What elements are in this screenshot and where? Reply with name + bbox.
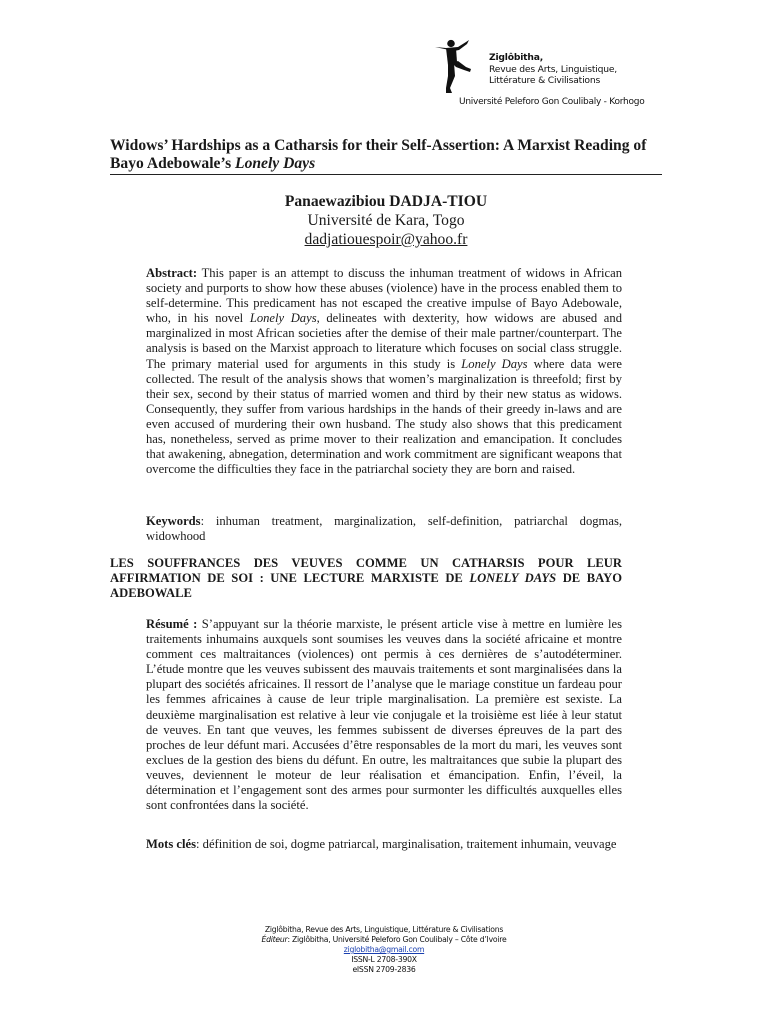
footer-eissn: eISSN 2709-2836 (352, 965, 416, 974)
abstract-italic-1: Lonely Days (249, 311, 317, 326)
footer-editor (0, 935, 768, 945)
keywords-french (146, 837, 622, 852)
journal-subtitle-line-1: Revue des Arts, Linguistique, (489, 63, 618, 75)
abstract-french (146, 617, 622, 813)
footer-email-link[interactable]: ziglobitha@gmail.com (343, 945, 425, 954)
french-title (110, 556, 622, 602)
abstract-text-3: where data were collected. The result of the analysis shows that women’s marginalization is threefold; first by their sex, second by their status of married women and third by their new status as widows. Consequently, they suffer from various hardships in the hands of their greedy in-laws and are even accused of murdering their own husband. The study also shows that this predicament has, nonetheless, served as prime mover to their realization and emancipation. It concludes that awakening, abnegation, determination and work commitment are significant weapons that overcome the difficulties they face in the patriarchal society they are born and raised. (146, 356, 622, 477)
page-footer (0, 925, 768, 975)
keywords-text: : inhuman treatment, marginalization, self-definition, patriarchal dogmas, widowhood (146, 514, 622, 544)
author-email-link[interactable]: dadjatiouespoir@yahoo.fr (304, 231, 468, 248)
journal-name-block (489, 52, 617, 87)
footer-editor-text: : Ziglôbitha, Université Peleforo Gon Coulibaly – Côte d’Ivoire (287, 935, 507, 944)
article-title (110, 137, 662, 174)
resume-text: S’appuyant sur la théorie marxiste, le présent article vise à mettre en lumière les traitements inhumains auxquels sont soumises les veuves dans la société africaine et montre comment ces maltraitances (violences) ont permis à ces dernières de s’autodéterminer. L’étude montre que les veuves subissent des mauvais traitements et sont marginalisées dans la plupart des sociétés africaines. Il ressort de l’analyse que le mariage constitue un fardeau pour les femmes africaines à cause de leur triple marginalisation. La première est sexiste. La deuxième marginalisation est relative à leur vie conjugale et la troisième est liée à leur statut de veuves. En tant que veuves, les femmes subissent de diverses épreuves de la part des proches de leur défunt mari. Accusées d’être responsables de la mort du mari, les veuves sont exclues de la gestion des biens du défunt. En outre, les maltraitances que subie la plupart des veuves, deviennent le moteur de leur réalisation et émancipation. Enfin, l’éveil, la détermination et l’engagement sont des armes pour surmonter les difficultés auxquelles elles sont confrontées dans la société. (146, 617, 623, 813)
journal-university: Université Peleforo Gon Coulibaly - Korhogo (459, 97, 645, 107)
abstract-english (146, 266, 622, 477)
keywords-english (146, 514, 622, 544)
footer-issn: ISSN-L 2708-390X (351, 955, 417, 964)
keywords-label: Keywords (146, 514, 201, 528)
article-title-text: Widows’ Hardships as a Catharsis for their Self-Assertion: A Marxist Reading of Bayo Adebowale’s (110, 137, 647, 173)
abstract-text-1: This paper is an attempt to discuss the inhuman treatment of widows in African society and purports to show how these abuses (violence) have in the process enabled them to self-determine. This predicament has not escaped the creative impulse of Bayo Adebowale, who, in his novel (146, 266, 622, 326)
title-divider (110, 174, 662, 175)
dancing-figure-logo-icon (432, 38, 482, 94)
author-name: Panaewazibiou DADJA-TIOU (284, 193, 488, 210)
french-title-italic: LONELY DAYS (469, 571, 557, 586)
french-title-text-1: LES SOUFFRANCES DES VEUVES COMME UN CATHARSIS POUR LEUR AFFIRMATION DE SOI : UNE LECTURE MARXISTE DE (110, 556, 622, 586)
french-title-text-2: DE BAYO ADEBOWALE (110, 571, 622, 601)
journal-name: Ziglôbitha, (489, 52, 543, 63)
abstract-text-2: , delineates with dexterity, how widows are abused and marginalized in most African societies after the demise of their male partner/counterpart. The analysis is based on the Marxist approach to literature which focuses on social class struggle. The primary material used for arguments in this study is (146, 311, 622, 371)
footer-journal: Ziglôbitha, Revue des Arts, Linguistique, Littérature & Civilisations (264, 925, 504, 934)
article-title-italic: Lonely Days (235, 155, 316, 173)
journal-header (432, 38, 762, 112)
author-affiliation: Université de Kara, Togo (307, 212, 465, 229)
journal-subtitle-line-2: Littérature & Civilisations (489, 75, 601, 86)
resume-label: Résumé : (146, 617, 198, 631)
abstract-italic-2: Lonely Days (461, 356, 528, 371)
mots-cles-label: Mots clés (146, 837, 197, 851)
mots-cles-text: : définition de soi, dogme patriarcal, marginalisation, traitement inhumain, veuvage (196, 837, 617, 851)
abstract-label: Abstract: (146, 266, 198, 280)
footer-editor-label: Éditeur (261, 935, 288, 944)
